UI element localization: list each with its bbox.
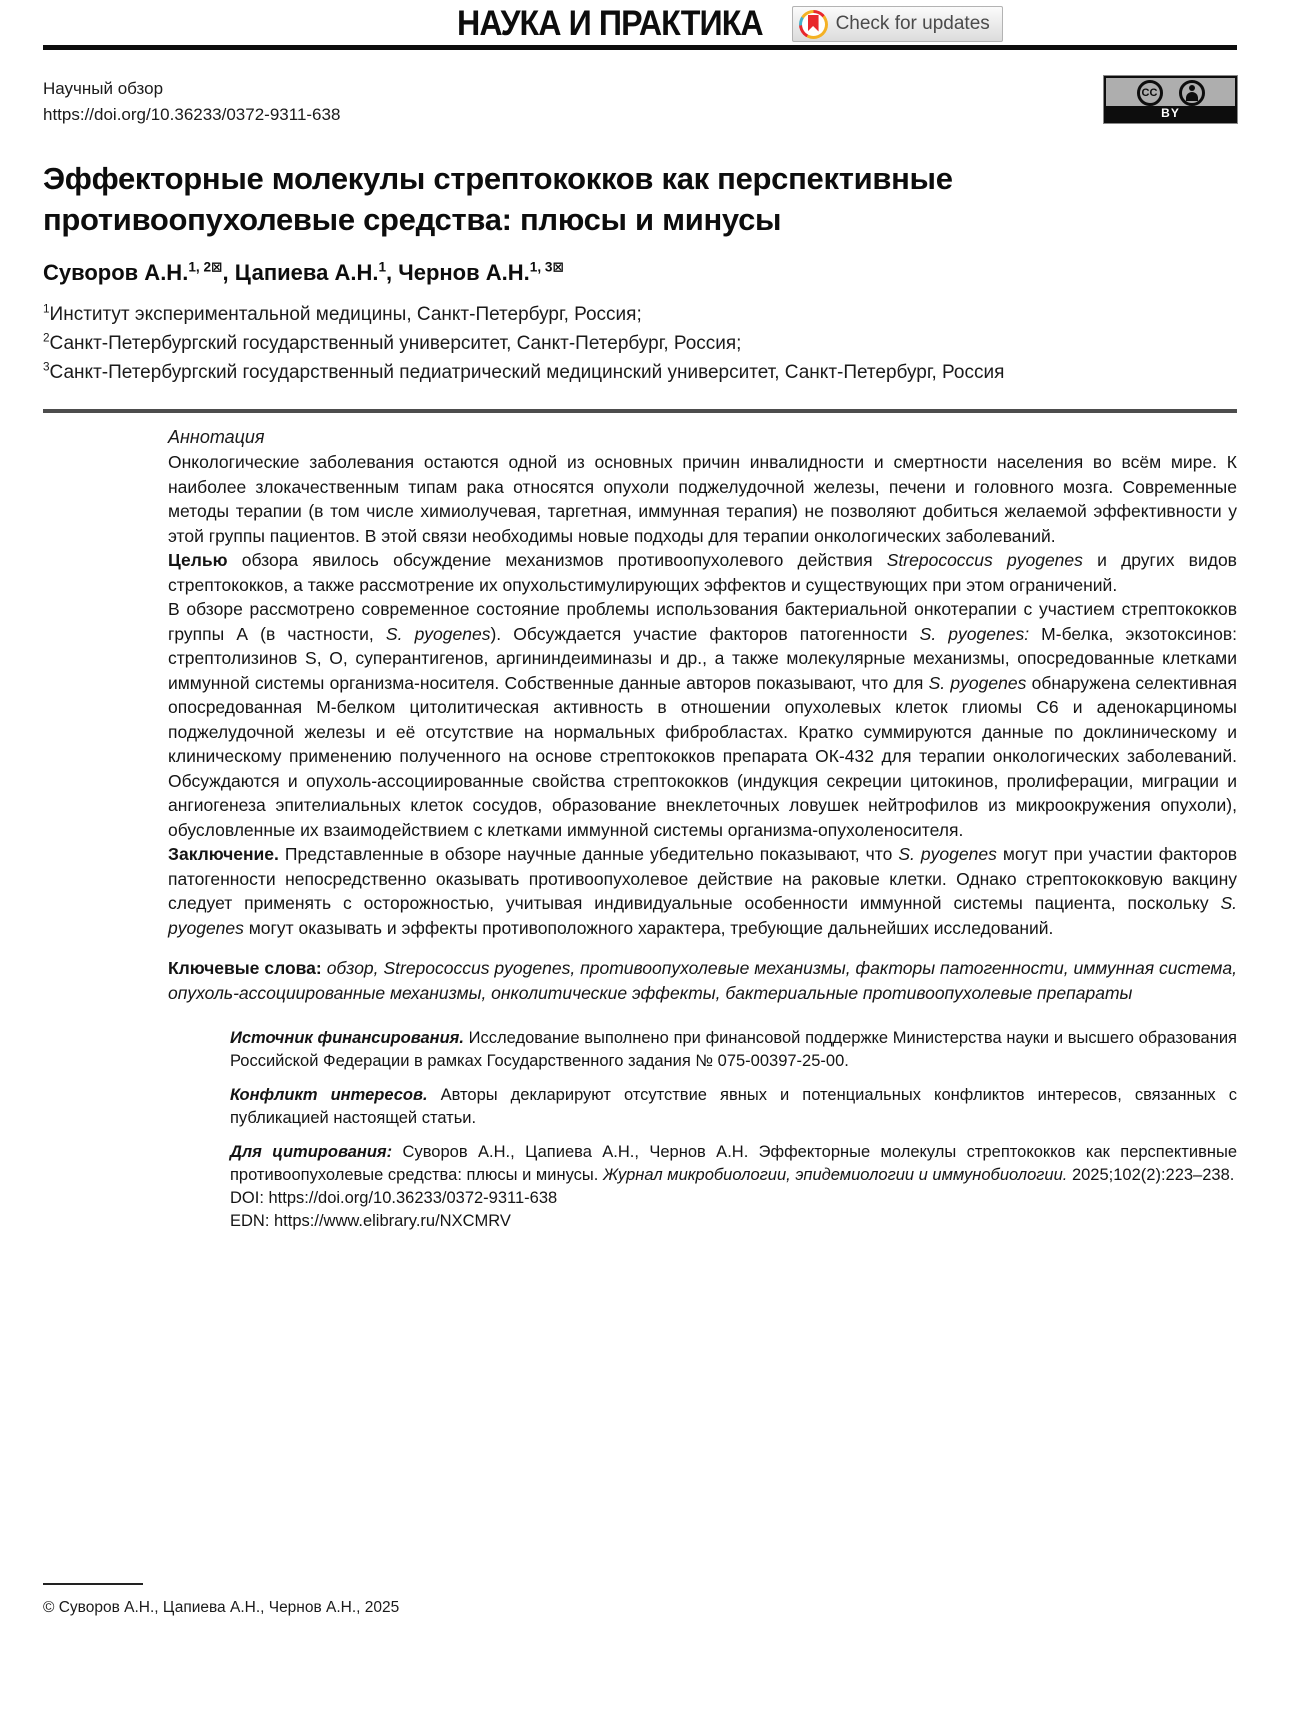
crossmark-icon [799, 10, 828, 39]
abstract-paragraph-conclusion: Заключение. Представленные в обзоре научные данные убедительно показывают, что S. pyogenes могут при участии факторов патогенности непосредственно оказывать противоопухолевое действие на раковые клетки. Однако стрептококковую вакцину следует применять с осторожностью, учитывая индивидуальные особенности иммунной системы пациента, поскольку S. pyogenes могут оказывать и эффекты противоположного характера, требующие дальнейших исследований. [168, 844, 1237, 938]
cc-by-license-badge[interactable] [1104, 76, 1237, 123]
affiliation-2: $^2$Санкт-Петербургский государственный университет, Санкт-Петербург, Россия; [43, 331, 742, 354]
footer-rule [43, 1583, 143, 1585]
abstract-rule [43, 409, 1237, 413]
abstract-paragraph-background: Онкологические заболевания остаются одной из основных причин инвалидности и смертности населения во всём мире. К наиболее злокачественным типам рака относятся опухоли поджелудочной железы, печени и головного мозга. Современные методы терапии (в том числе химиолучевая, таргетная, иммунная терапия) не позволяют добиться желаемой эффективности у этой группы пациентов. В этой связи необходимы новые подходы для терапии онкологических заболеваний. [168, 452, 1237, 546]
abstract-label: Аннотация [168, 427, 265, 447]
copyright-line: © Суворов А.Н., Цапиева А.Н., Чернов А.Н., 2025 [43, 1599, 400, 1616]
affiliations [43, 300, 1237, 387]
top-section-bar [133, 0, 1290, 44]
doi-link[interactable]: https://doi.org/10.36233/0372-9311-638 [43, 105, 341, 124]
authors-line: Суворов А.Н.$^{1, 2⊠}$, Цапиева А.Н.$^1$, Чернов А.Н.$^{1, 3⊠}$ [43, 259, 564, 285]
person-icon [1179, 80, 1205, 106]
article-type-label: Научный обзор [43, 79, 164, 98]
bookmark-icon [808, 15, 819, 32]
cc-icon: CC [1137, 80, 1163, 106]
article-notes [230, 1027, 1237, 1233]
abstract-paragraph-aim: Целью обзора явилось обсуждение механизмов противоопухолевого действия Strepococcus pyogenes и других видов стрептококков, а также рассмотрение их опухольстимулирующих эффектов и существующих при этом ограничений. [168, 550, 1237, 595]
funding-note: Источник финансирования. Исследование выполнено при финансовой поддержке Министерства науки и высшего образования Российской Федерации в рамках Государственного задания № 075-00397-25-00. [230, 1029, 1237, 1070]
keywords: Ключевые слова: обзор, Strepococcus pyogenes, противоопухолевые механизмы, факторы патогенности, иммунная система, опухоль-ассоциированные механизмы, онколитические эффекты, бактериальные противоопухолевые препараты [168, 958, 1237, 1003]
citation-edn-line[interactable]: EDN: https://www.elibrary.ru/NXCMRV [230, 1212, 511, 1230]
conflict-of-interest-note: Конфликт интересов. Авторы декларируют отсутствие явных и потенциальных конфликтов интересов, связанных с публикацией настоящей статьи. [230, 1086, 1237, 1127]
citation-note: Для цитирования: Суворов А.Н., Цапиева А.Н., Чернов А.Н. Эффекторные молекулы стрептококков как перспективные противоопухолевые средства: плюсы и минусы. Журнал микробиологии, эпидемиологии и иммунобиологии. 2025;102(2):223–238. [230, 1143, 1237, 1184]
citation-doi-line[interactable]: DOI: https://doi.org/10.36233/0372-9311-638 [230, 1189, 558, 1207]
license-code-label: BY [1106, 106, 1235, 121]
check-for-updates-button[interactable] [792, 6, 1003, 42]
page-footer [43, 1583, 399, 1617]
check-for-updates-label: Check for updates [835, 13, 990, 34]
meta-row [43, 76, 1237, 128]
article-title: Эффекторные молекулы стрептококков как перспективные противоопухолевые средства: плюсы и минусы [43, 161, 953, 237]
affiliation-3: $^3$Санкт-Петербургский государственный педиатрический медицинский университет, Санкт-Петербург, Россия [43, 360, 1005, 383]
header-rule [43, 45, 1237, 50]
section-heading: НАУКА И ПРАКТИКА [457, 4, 763, 43]
affiliation-1: $^1$Институт экспериментальной медицины, Санкт-Петербург, Россия; [43, 302, 642, 325]
abstract-paragraph-review: В обзоре рассмотрено современное состояние проблемы использования бактериальной онкотерапии с участием стрептококков группы А (в частности, S. pyogenes). Обсуждается участие факторов патогенности S. pyogenes: М-белка, экзотоксинов: стрептолизинов S, О, суперантигенов, аргининдеиминазы и др., а также молекулярные механизмы, опосредованные клетками иммунной системы организма-носителя. Собственные данные авторов показывают, что для S. pyogenes обнаружена селективная опосредованная М-белком цитолитическая активность в отношении опухолевых клеток глиомы С6 и аденокарциномы поджелудочной железы и её отсутствие на нормальных фибробластах. Кратко суммируются данные по доклиническому и клиническому применению полученного на основе стрептококков препарата ОК-432 для терапии онкологических заболеваний. Обсуждаются и опухоль-ассоциированные свойства стрептококков (индукция секреции цитокинов, пролиферации, миграции и ангиогенеза эпителиальных клеток сосудов, образование внеклеточных ловушек нейтрофилов из микроокружения опухоли), обусловленные их взаимодействием с клетками иммунной системы организма-опухоленосителя. [168, 599, 1237, 840]
abstract-section [168, 427, 1237, 1233]
